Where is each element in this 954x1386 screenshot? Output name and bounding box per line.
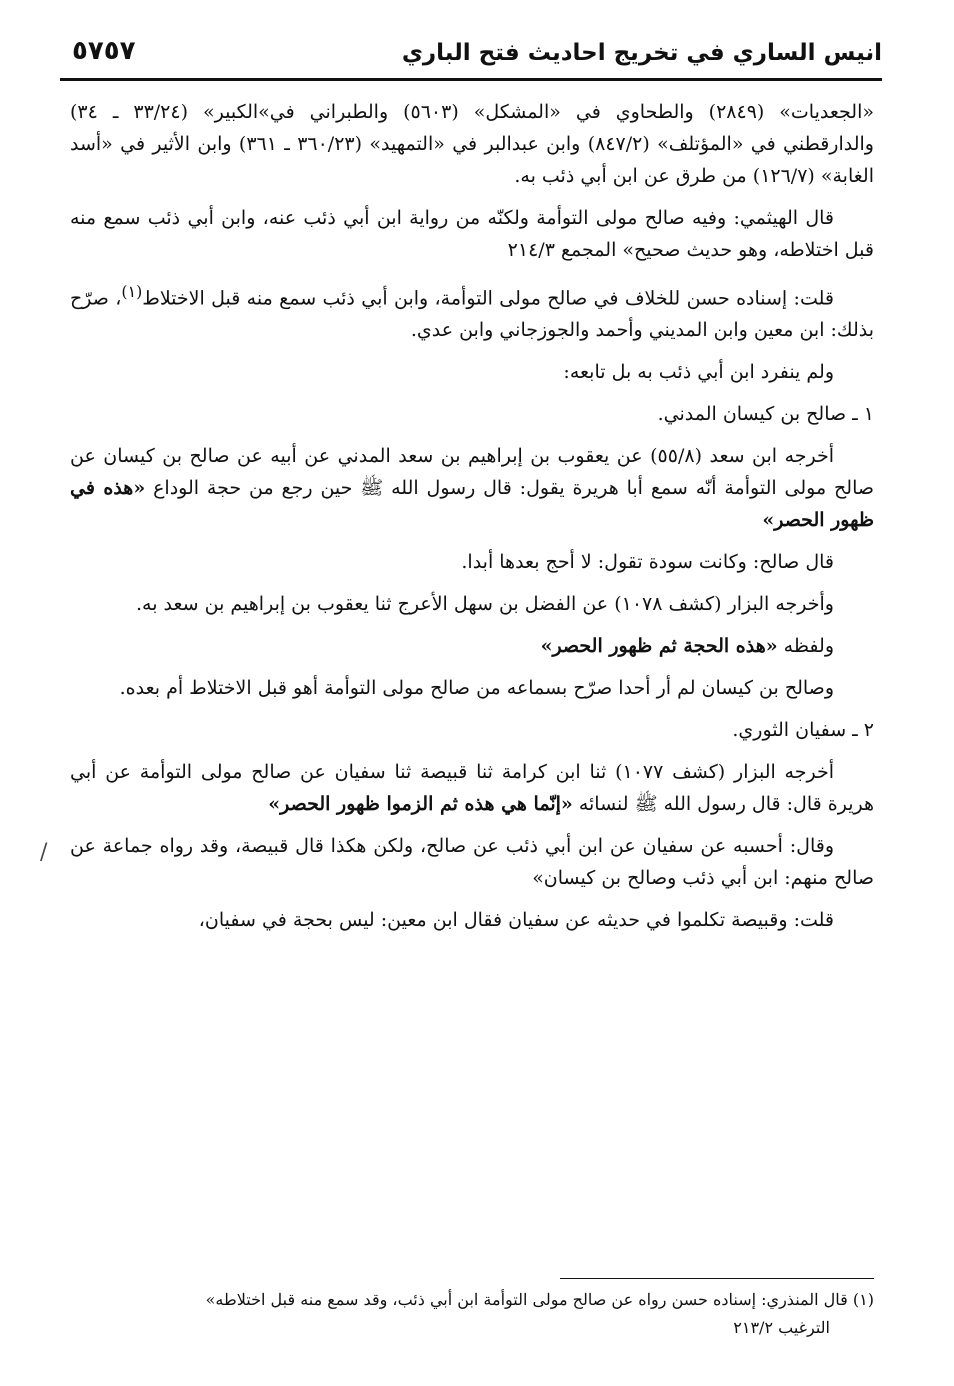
footnote-1-line-2: الترغيب ٢١٣/٢ <box>733 1318 830 1337</box>
verdict-text-a: قلت: إسناده حسن للخلاف في صالح مولى التوأمة، وابن أبي ذئب سمع منه قبل الاختلاط <box>142 287 834 310</box>
paragraph-followers-intro: ولم ينفرد ابن أبي ذئب به بل تابعه: <box>563 361 834 384</box>
footnote-ref[interactable]: (١) <box>121 282 143 301</box>
paragraph-qabisa-critique: قلت: وقبيصة تكلموا في حديثه عن سفيان فقال ابن معين: ليس بحجة في سفيان، <box>198 909 834 932</box>
hadith-text-1: «هذه في ظهور الحصر» <box>70 477 874 532</box>
hadith-text-3: «إنّما هي هذه ثم الزموا ظهور الحصر» <box>268 793 573 816</box>
paragraph-sources: «الجعديات» (٢٨٤٩) والطحاوي في «المشكل» (٥٦٠٣) والطبراني في»الكبير» (٣٣/٢٤ ـ ٣٤) والدارقطني في «المؤتلف» (٨٤٧/٢) وابن عبدالبر في «التمهيد» (٣٦٠/٢٣ ـ ٣٦١) وابن الأثير في «أسد الغابة» (١٢٦/٧) من طرق عن ابن أبي ذئب به. <box>70 101 874 187</box>
header-rule <box>60 78 882 81</box>
footnote-rule <box>560 1278 874 1279</box>
paragraph-sawda: قال صالح: وكانت سودة تقول: لا أحج بعدها أبدا. <box>461 551 834 574</box>
running-title: انيس الساري في تخريج احاديث فتح الباري <box>401 40 882 66</box>
paragraph-ibn-saad <box>70 440 874 536</box>
paragraph-haythami: قال الهيثمي: وفيه صالح مولى التوأمة ولكنّه من رواية ابن أبي ذئب عنه، وابن أبي ذئب سمع منه قبل اختلاطه، وهو حديث صحيح» المجمع ٢١٤/٣ <box>70 207 874 261</box>
paragraph-bazzar-2 <box>70 756 874 820</box>
footnote-1-line-1: (١) قال المنذري: إسناده حسن رواه عن صالح مولى التوأمة ابن أبي ذئب، وقد سمع منه قبل اختلاطه» <box>205 1290 874 1309</box>
hadith-text-2: «هذه الحجة ثم ظهور الحصر» <box>540 635 778 658</box>
paragraph-qabisa-remark: وقال: أحسبه عن سفيان عن ابن أبي ذئب عن صالح، ولكن هكذا قال قبيصة، وقد رواه جماعة عن صالح منهم: ابن أبي ذئب وصالح بن كيسان» <box>70 835 874 890</box>
footnotes <box>70 1286 874 1342</box>
paragraph-wording <box>70 630 874 662</box>
page-header <box>60 36 882 78</box>
wording-label: ولفظه <box>777 635 834 658</box>
paragraph-kaysan-note: وصالح بن كيسان لم أر أحدا صرّح بسماعه من صالح مولى التوأمة أهو قبل الاختلاط أم بعده. <box>119 677 834 700</box>
section-heading-1: ١ ـ صالح بن كيسان المدني. <box>657 403 874 426</box>
ibn-saad-text: أخرجه ابن سعد (٥٥/٨) عن يعقوب بن إبراهيم بن سعد المدني عن أبيه عن صالح بن كيسان عن صالح مولى التوأمة أنّه سمع أبا هريرة يقول: قال رسول الله ﷺ حين رجع من حجة الوداع <box>70 445 874 500</box>
bazzar-2-text: أخرجه البزار (كشف ١٠٧٧) ثنا ابن كرامة ثنا قبيصة ثنا سفيان عن صالح مولى التوأمة عن أبي هريرة قال: قال رسول الله ﷺ لنسائه <box>70 761 874 816</box>
main-text <box>70 96 874 946</box>
paragraph-verdict <box>70 276 874 346</box>
margin-mark: / <box>40 840 48 865</box>
page-number: ٥٧٥٧ <box>72 36 136 66</box>
verdict-text-b: ، صرّح بذلك: ابن معين وابن المديني وأحمد والجوزجاني وابن عدي. <box>70 287 874 342</box>
section-heading-2: ٢ ـ سفيان الثوري. <box>732 719 874 742</box>
paragraph-bazzar-1: وأخرجه البزار (كشف ١٠٧٨) عن الفضل بن سهل الأعرج ثنا يعقوب بن إبراهيم بن سعد به. <box>135 593 834 616</box>
